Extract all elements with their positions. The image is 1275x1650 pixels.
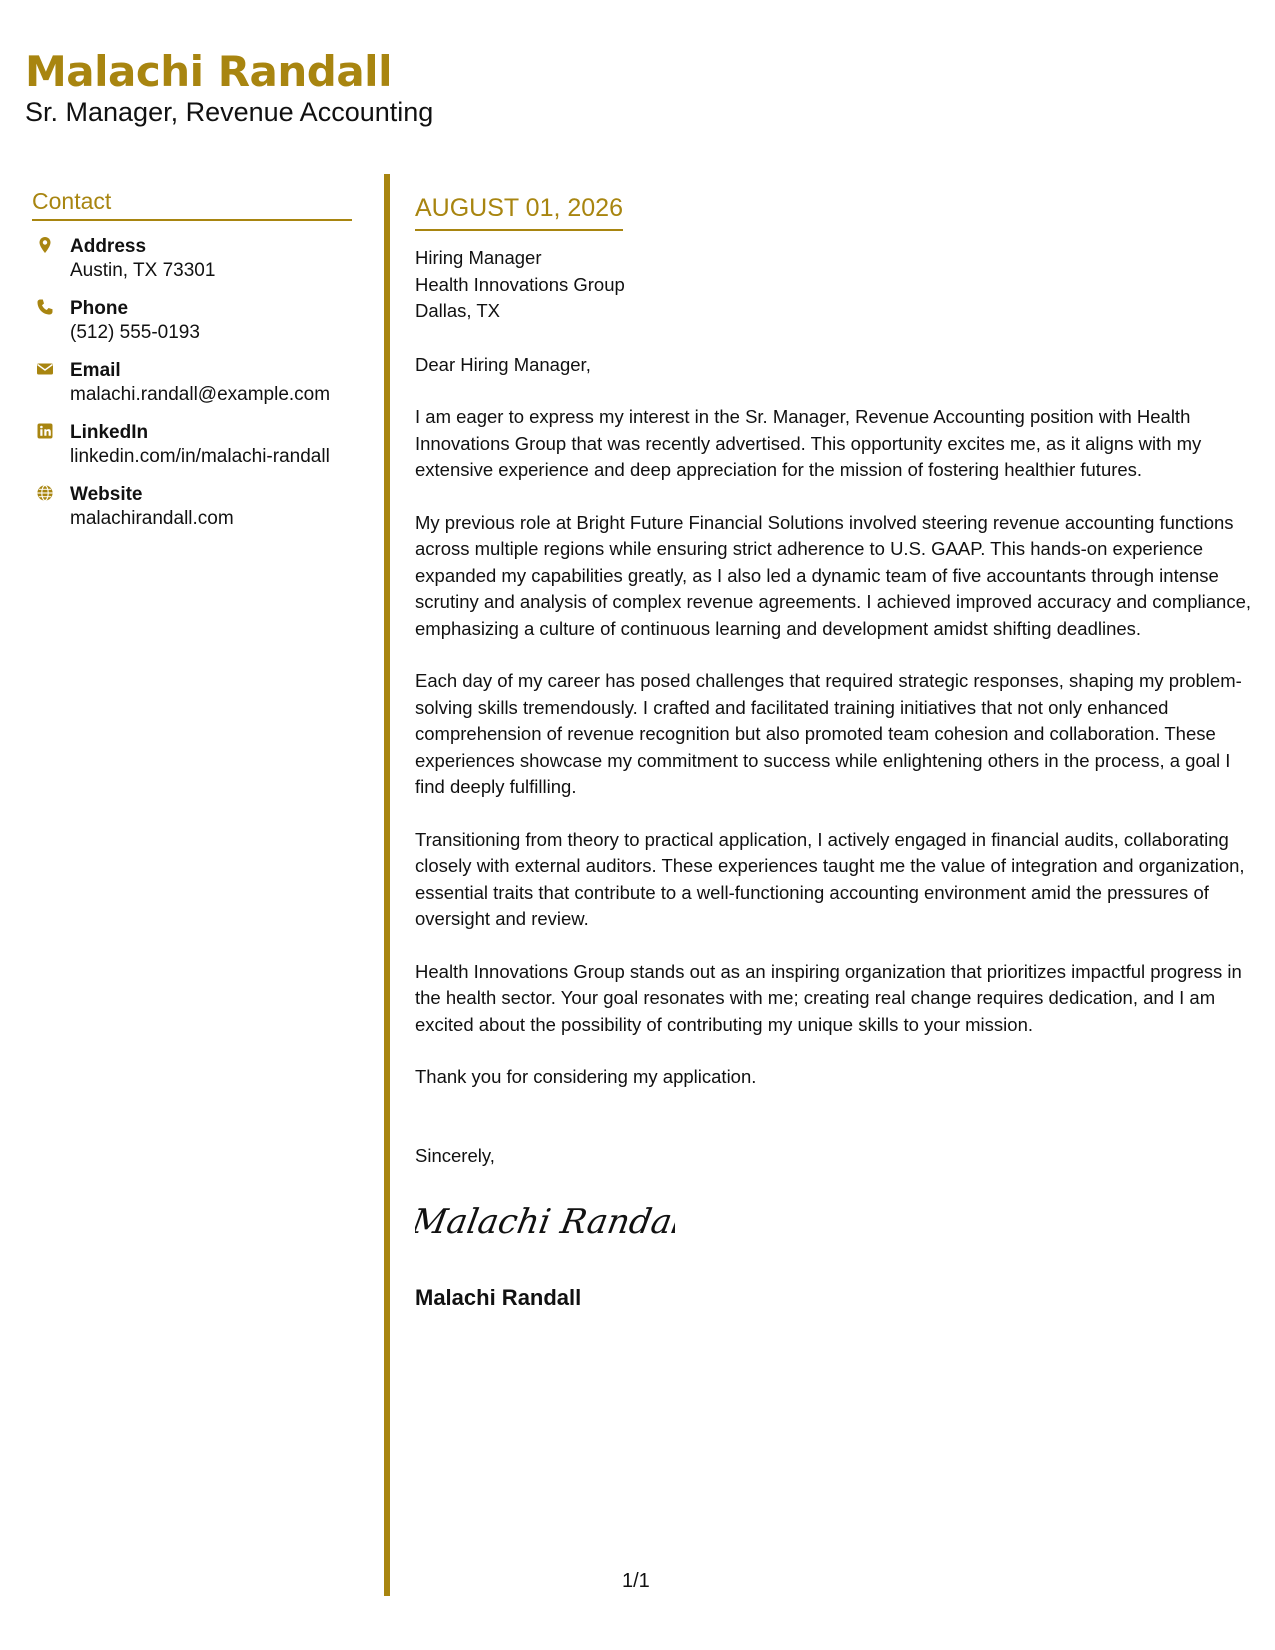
envelope-icon <box>36 360 54 378</box>
contact-value: malachi.randall@example.com <box>70 384 331 405</box>
signed-name: Malachi Randall <box>415 1284 582 1310</box>
body-paragraph: Health Innovations Group stands out as an inspiring organization that prioritizes impactful progress in the health sector. Your goal resonates with me; creating real change requires dedication, and I am excited about the possibility of contributing my unique skills to your mission. <box>415 960 1242 1035</box>
phone-icon <box>36 298 54 316</box>
globe-icon <box>36 484 54 502</box>
body-paragraph: Transitioning from theory to practical application, I actively engaged in financial audits, collaborating closely with external auditors. These experiences taught me the value of integration and organization, essential traits that contribute to a well-functioning accounting environment amid the pressures of oversight and review. <box>415 828 1245 929</box>
greeting: Dear Hiring Manager, <box>415 353 591 375</box>
contact-item-website <box>32 483 352 531</box>
body-paragraph: My previous role at Bright Future Financial Solutions involved steering revenue accounting functions across multiple regions while ensuring strict adherence to U.S. GAAP. This hands-on experience expanded my capabilities greatly, as I also led a dynamic team of five accountants through intense scrutiny and analysis of complex revenue agreements. I achieved improved accuracy and compliance, emphasizing a culture of continuous learning and development amidst shifting deadlines. <box>415 511 1252 639</box>
page-number: 1/1 <box>622 1570 650 1592</box>
closing: Sincerely, <box>415 1144 495 1166</box>
svg-text:Malachi Randall: Malachi Randall <box>415 1202 675 1242</box>
recipient-line: Health Innovations Group <box>415 273 625 295</box>
body-paragraph: I am eager to express my interest in the Sr. Manager, Revenue Accounting position with Health Innovations Group that was recently advertised. This opportunity excites me, as it aligns with my extensive experience and deep appreciation for the mission of fostering healthier futures. <box>415 406 1202 480</box>
contact-value: malachirandall.com <box>70 508 234 529</box>
letter-date: AUGUST 01, 2026 <box>415 193 623 231</box>
contact-label: Website <box>70 484 143 505</box>
contact-label: LinkedIn <box>70 422 149 443</box>
contact-sidebar <box>32 188 352 531</box>
vertical-divider <box>384 174 390 1596</box>
contact-value: Austin, TX 73301 <box>70 260 216 281</box>
recipient-line: Dallas, TX <box>415 300 500 321</box>
contact-item-address <box>32 235 352 283</box>
contact-item-email <box>32 359 352 407</box>
contact-item-linkedin <box>32 421 352 469</box>
body-paragraph: Each day of my career has posed challenges that required strategic responses, shaping my problem-solving skills tremendously. I crafted and facilitated training initiatives that not only enhanced comprehension of revenue recognition but also promoted team cohesion and collaboration. These experiences showcase my commitment to success while enlightening others in the process, a goal I find deeply fulfilling. <box>415 670 1242 797</box>
applicant-title: Sr. Manager, Revenue Accounting <box>25 97 434 127</box>
map-pin-icon <box>36 236 54 254</box>
letter-body <box>415 193 1255 1311</box>
contact-heading: Contact <box>32 188 352 221</box>
linkedin-icon <box>36 422 54 440</box>
contact-item-phone <box>32 297 352 345</box>
contact-label: Email <box>70 360 121 381</box>
applicant-name: Malachi Randall <box>25 47 392 96</box>
contact-label: Address <box>70 236 147 257</box>
signature-image <box>415 1195 675 1249</box>
contact-label: Phone <box>70 298 129 319</box>
contact-value: linkedin.com/in/malachi-randall <box>70 446 330 467</box>
header <box>25 48 433 128</box>
recipient-line: Hiring Manager <box>415 247 542 268</box>
body-paragraph: Thank you for considering my application. <box>415 1066 757 1087</box>
recipient-block <box>415 245 1255 325</box>
contact-value: (512) 555-0193 <box>70 322 200 343</box>
